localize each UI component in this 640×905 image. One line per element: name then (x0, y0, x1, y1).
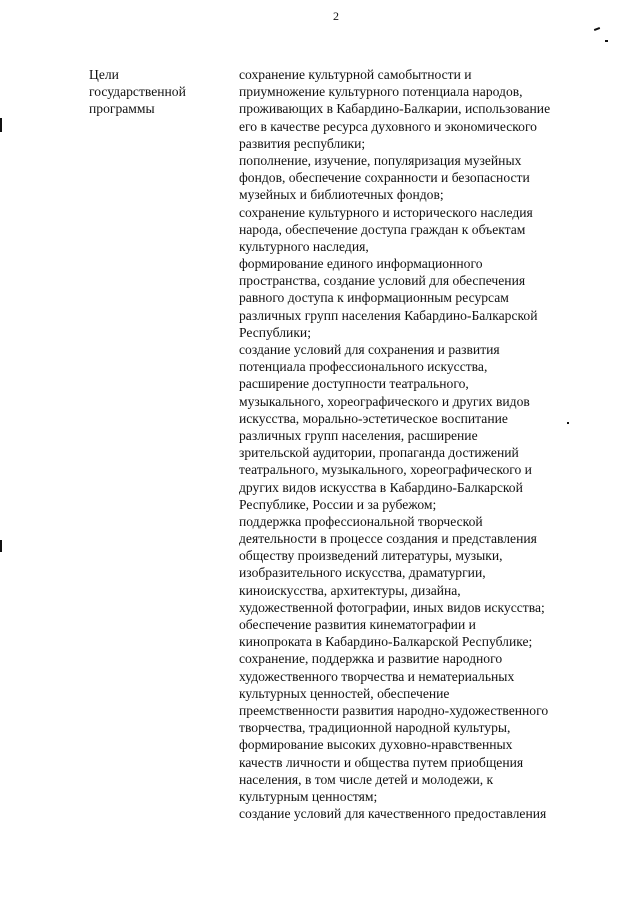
text-line: населения, в том числе детей и молодежи, к (239, 771, 494, 787)
text-line: зрительской аудитории, пропаганда достижений (239, 445, 519, 461)
text-line: искусства, морально-эстетическое воспитание (239, 410, 508, 426)
text-line: культурным ценностям; (239, 788, 378, 804)
scan-mark (567, 422, 569, 424)
text-line: создание условий для сохранения и развития (239, 342, 500, 357)
text-line: фондов, обеспечение сохранности и безопасности (239, 170, 530, 186)
row-label-line: программы (89, 101, 155, 117)
text-line: проживающих в Кабардино-Балкарии, использование (239, 101, 551, 117)
goals-text (239, 66, 599, 822)
text-line: различных групп населения, расширение (239, 427, 478, 443)
text-line: киноискусства, архитектуры, дизайна, (239, 582, 461, 598)
row-label-line: Цели (89, 67, 119, 82)
scan-mark (594, 27, 600, 31)
scan-mark (0, 118, 2, 132)
text-line: художественного творчества и нематериальных (239, 668, 515, 684)
text-line: различных групп населения Кабардино-Балкарской (239, 307, 538, 323)
text-line: музыкального, хореографического и других видов (239, 393, 530, 409)
text-line: качеств личности и общества путем приобщения (239, 754, 524, 770)
text-line: художественной фотографии, иных видов искусства; (239, 599, 545, 615)
text-line: театрального, музыкального, хореографического и (239, 462, 532, 478)
page-number: 2 (333, 9, 339, 23)
scan-mark (605, 40, 608, 42)
text-line: приумножение культурного потенциала народов, (239, 84, 523, 100)
text-line: культурного наследия, (239, 238, 369, 254)
text-line: народа, обеспечение доступа граждан к объектам (239, 221, 526, 237)
text-line: других видов искусства в Кабардино-Балкарской (239, 479, 523, 495)
text-line: потенциала профессионального искусства, (239, 359, 488, 375)
text-line: музейных и библиотечных фондов; (239, 187, 444, 203)
text-line: формирование высоких духовно-нравственных (239, 737, 513, 753)
scan-mark (0, 540, 2, 552)
row-label-line: государственной (89, 84, 186, 100)
text-line: Республике, России и за рубежом; (239, 496, 437, 512)
text-line: деятельности в процессе создания и представления (239, 531, 537, 547)
text-line: расширение доступности театрального, (239, 376, 469, 392)
text-line: создание условий для качественного предоставления (239, 806, 547, 822)
text-line: пространства, создание условий для обеспечения (239, 273, 526, 289)
text-line: развития республики; (239, 135, 366, 151)
text-line: равного доступа к информационным ресурсам (239, 290, 509, 306)
text-line: сохранение, поддержка и развитие народного (239, 651, 503, 667)
text-line: поддержка профессиональной творческой (239, 513, 483, 529)
text-line: изобразительного искусства, драматургии, (239, 565, 486, 581)
text-line: творчества, традиционной народной культуры, (239, 720, 511, 736)
text-line: сохранение культурного и исторического наследия (239, 204, 533, 220)
text-line: обществу произведений литературы, музыки, (239, 548, 503, 564)
text-line: формирование единого информационного (239, 256, 483, 272)
text-line: пополнение, изучение, популяризация музейных (239, 152, 522, 168)
text-line: обеспечение развития кинематографии и (239, 617, 476, 632)
row-label (89, 66, 229, 118)
text-line: сохранение культурной самобытности и (239, 67, 472, 82)
text-line: преемственности развития народно-художественного (239, 702, 549, 718)
text-line: его в качестве ресурса духовного и экономического (239, 118, 537, 134)
text-line: кинопроката в Кабардино-Балкарской Республике; (239, 634, 533, 650)
text-line: Республики; (239, 324, 311, 340)
text-line: культурных ценностей, обеспечение (239, 685, 450, 701)
